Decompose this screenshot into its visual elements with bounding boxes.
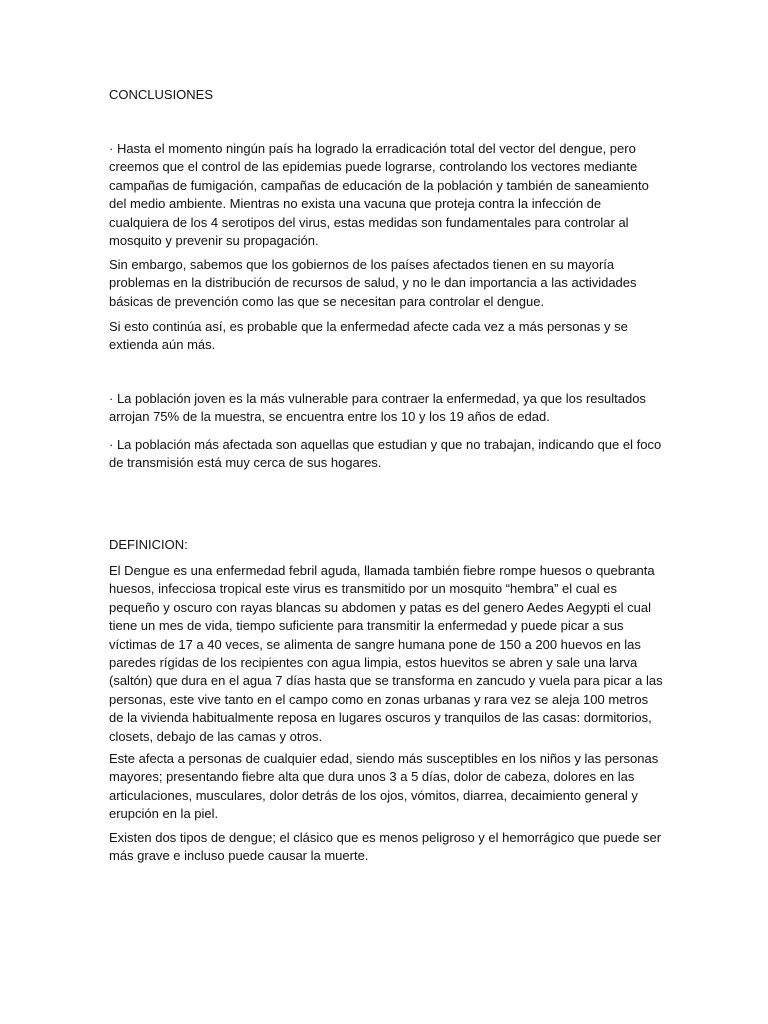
definition-paragraph-1: El Dengue es una enfermedad febril aguda, llamada también fiebre rompe huesos o quebranta huesos, infecciosa tropical este virus es transmitido por un mosquito “hembra” el cual es pequeño y oscuro con rayas blancas su abdomen y patas es del genero Aedes Aegypti el cual tiene un mes de vida, tiempo suficiente para transmitir la enfermedad y puede picar a sus víctimas de 17 a 40 veces, se alimenta de sangre humana pone de 150 a 200 huevos en las paredes rígidas de los recipientes con agua limpia, estos huevitos se abren y sale una larva (saltón) que dura en el agua 7 días hasta que se transforma en zancudo y vuela para picar a las personas, este vive tanto en el campo como en zonas urbanas y rara vez se aleja 100 metros de la vivienda habitualmente reposa en lugares oscuros y tranquilos de las casas: dormitorios, closets, debajo de las camas y otros. — [109, 563, 663, 744]
conclusions-paragraph-2: Sin embargo, sabemos que los gobiernos de los países afectados tienen en su mayoría problemas en la distribución de recursos de salud, y no le dan importancia a las actividades básicas de prevención como las que se necesitan para controlar el dengue. — [109, 257, 637, 309]
conclusions-paragraph-1: · Hasta el momento ningún país ha logrado la erradicación total del vector del dengue, pero creemos que el control de las epidemias puede lograrse, controlando los vectores mediante campañas de fumigación, campañas de educación de la población y también de saneamiento del medio ambiente. Mientras no exista una vacuna que proteja contra la infección de cualquiera de los 4 serotipos del virus, estas medidas son fundamentales para controlar al mosquito y prevenir su propagación. — [109, 141, 649, 249]
conclusions-paragraph-4: · La población joven es la más vulnerable para contraer la enfermedad, ya que los resultados arrojan 75% de la muestra, se encuentra entre los 10 y los 19 años de edad. — [109, 391, 646, 425]
definition-heading: DEFINICION: — [109, 537, 188, 552]
definition-paragraph-2: Este afecta a personas de cualquier edad, siendo más susceptibles en los niños y las personas mayores; presentando fiebre alta que dura unos 3 a 5 días, dolor de cabeza, dolores en las articulaciones, musculares, dolor detrás de los ojos, vómitos, diarrea, decaimiento general y erupción en la piel. — [109, 751, 659, 822]
definition-paragraph-3: Existen dos tipos de dengue; el clásico que es menos peligroso y el hemorrágico que puede ser más grave e incluso puede causar la muerte. — [109, 830, 662, 864]
conclusions-heading: CONCLUSIONES — [109, 87, 214, 102]
conclusions-paragraph-5: · La población más afectada son aquellas que estudian y que no trabajan, indicando que el foco de transmisión está muy cerca de sus hogares. — [109, 437, 662, 471]
conclusions-paragraph-3: Si esto continúa así, es probable que la enfermedad afecte cada vez a más personas y se extienda aún más. — [109, 319, 628, 353]
